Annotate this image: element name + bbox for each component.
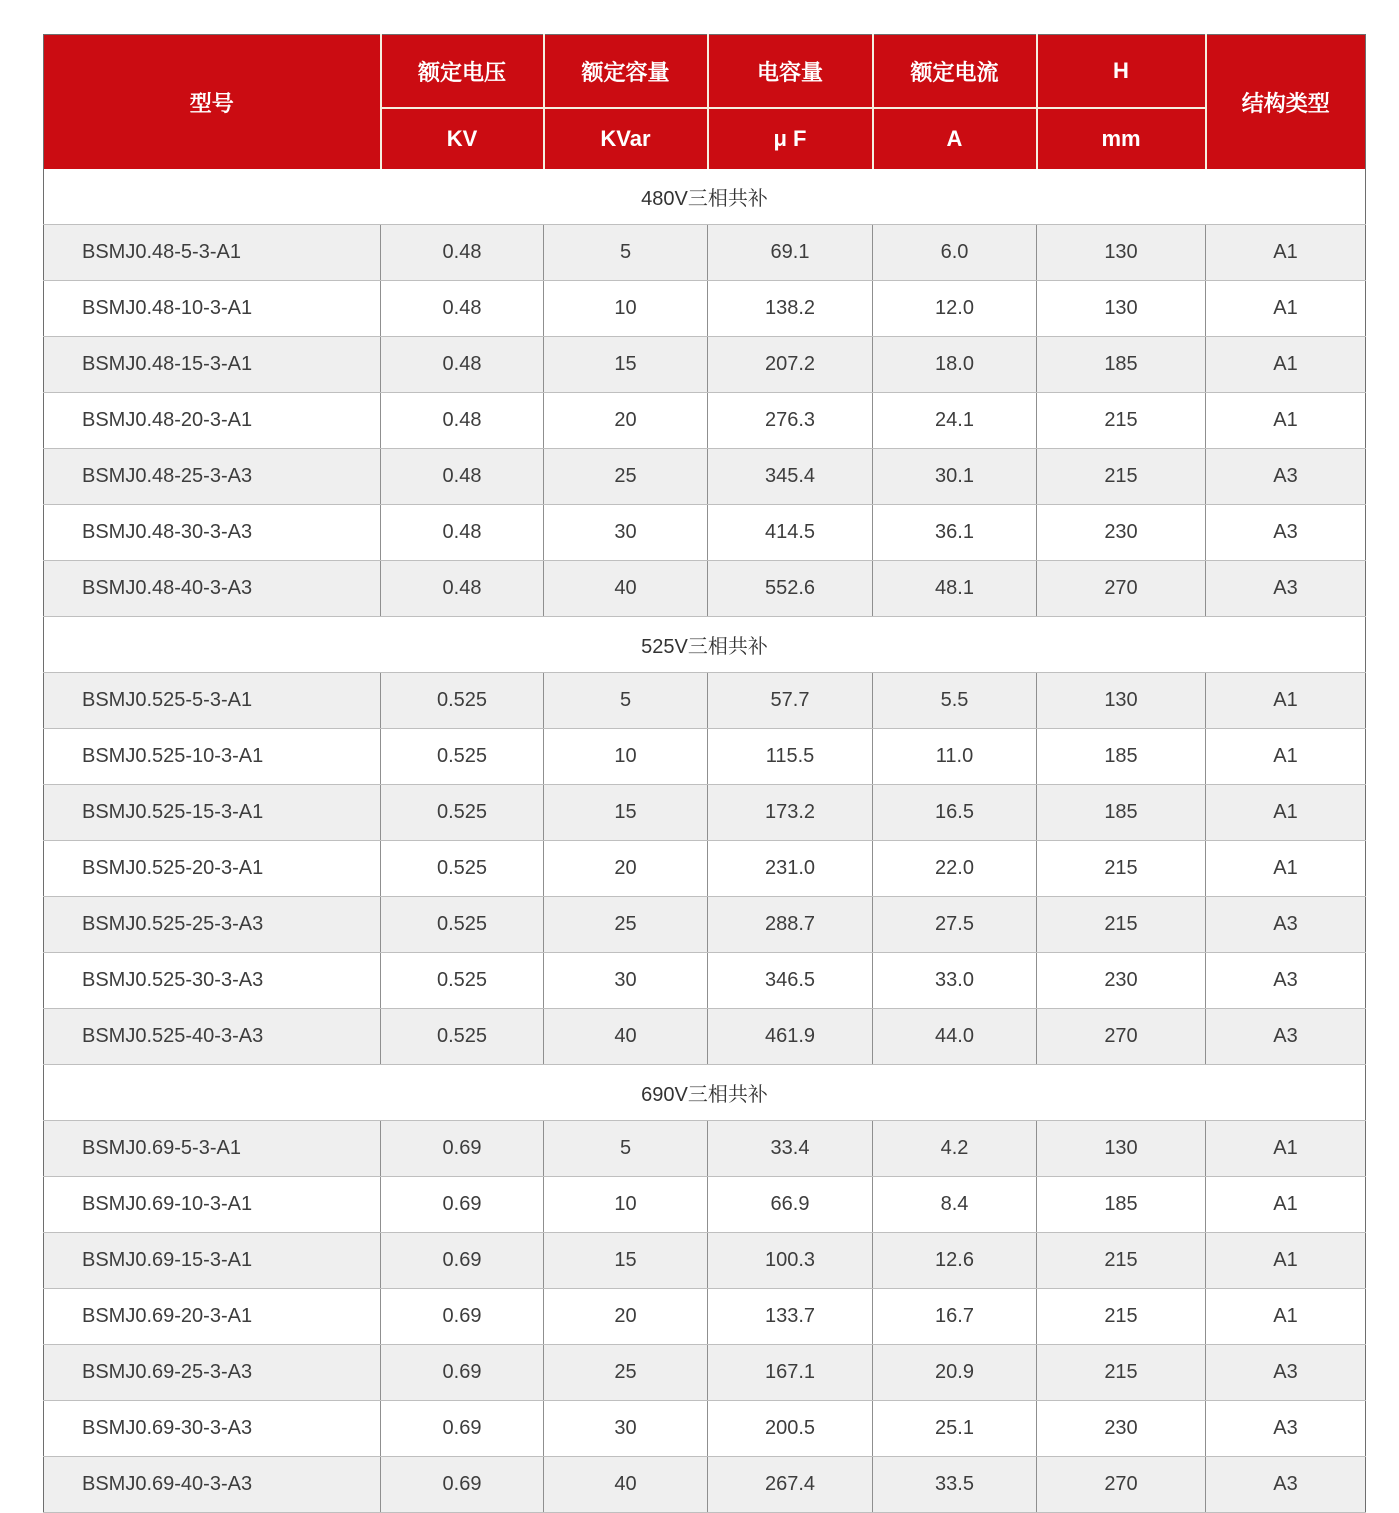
value-cell: 552.6 bbox=[708, 561, 873, 617]
unit-a: A bbox=[873, 108, 1037, 169]
value-cell: A3 bbox=[1206, 1457, 1366, 1513]
value-cell: A3 bbox=[1206, 561, 1366, 617]
section-title: 690V三相共补 bbox=[44, 1065, 1366, 1121]
table-row bbox=[44, 953, 1366, 1009]
header-row-labels bbox=[44, 35, 1366, 109]
value-cell: 0.48 bbox=[381, 561, 544, 617]
value-cell: 138.2 bbox=[708, 281, 873, 337]
value-cell: 40 bbox=[544, 1457, 708, 1513]
model-cell: BSMJ0.525-40-3-A3 bbox=[44, 1009, 381, 1065]
unit-mm: mm bbox=[1037, 108, 1206, 169]
section-header-row bbox=[44, 1065, 1366, 1121]
value-cell: 230 bbox=[1037, 1401, 1206, 1457]
value-cell: 130 bbox=[1037, 673, 1206, 729]
model-cell: BSMJ0.69-30-3-A3 bbox=[44, 1401, 381, 1457]
value-cell: 0.48 bbox=[381, 505, 544, 561]
value-cell: 0.48 bbox=[381, 225, 544, 281]
value-cell: 215 bbox=[1037, 841, 1206, 897]
value-cell: 20.9 bbox=[873, 1345, 1037, 1401]
value-cell: 215 bbox=[1037, 449, 1206, 505]
value-cell: A3 bbox=[1206, 505, 1366, 561]
table-row bbox=[44, 337, 1366, 393]
value-cell: 25.1 bbox=[873, 1401, 1037, 1457]
value-cell: 0.525 bbox=[381, 953, 544, 1009]
value-cell: 276.3 bbox=[708, 393, 873, 449]
table-row bbox=[44, 1121, 1366, 1177]
value-cell: 100.3 bbox=[708, 1233, 873, 1289]
value-cell: 0.48 bbox=[381, 281, 544, 337]
value-cell: 22.0 bbox=[873, 841, 1037, 897]
model-cell: BSMJ0.48-10-3-A1 bbox=[44, 281, 381, 337]
unit-kv: KV bbox=[381, 108, 544, 169]
value-cell: 30 bbox=[544, 953, 708, 1009]
value-cell: 270 bbox=[1037, 1009, 1206, 1065]
value-cell: 10 bbox=[544, 1177, 708, 1233]
value-cell: 231.0 bbox=[708, 841, 873, 897]
value-cell: 0.525 bbox=[381, 1009, 544, 1065]
value-cell: 15 bbox=[544, 785, 708, 841]
table-row bbox=[44, 449, 1366, 505]
value-cell: 270 bbox=[1037, 561, 1206, 617]
value-cell: 44.0 bbox=[873, 1009, 1037, 1065]
value-cell: 0.48 bbox=[381, 337, 544, 393]
value-cell: 16.7 bbox=[873, 1289, 1037, 1345]
col-header-model: 型号 bbox=[44, 35, 381, 170]
table-row bbox=[44, 393, 1366, 449]
value-cell: 27.5 bbox=[873, 897, 1037, 953]
col-header-rated-capacity: 额定容量 bbox=[544, 35, 708, 109]
col-header-rated-current: 额定电流 bbox=[873, 35, 1037, 109]
value-cell: 230 bbox=[1037, 953, 1206, 1009]
model-cell: BSMJ0.525-10-3-A1 bbox=[44, 729, 381, 785]
value-cell: A1 bbox=[1206, 673, 1366, 729]
section-header-row bbox=[44, 169, 1366, 225]
value-cell: 185 bbox=[1037, 1177, 1206, 1233]
value-cell: 207.2 bbox=[708, 337, 873, 393]
table-row bbox=[44, 505, 1366, 561]
value-cell: 8.4 bbox=[873, 1177, 1037, 1233]
model-cell: BSMJ0.525-15-3-A1 bbox=[44, 785, 381, 841]
value-cell: 0.69 bbox=[381, 1233, 544, 1289]
value-cell: 24.1 bbox=[873, 393, 1037, 449]
model-cell: BSMJ0.69-25-3-A3 bbox=[44, 1345, 381, 1401]
table-header bbox=[44, 35, 1366, 170]
value-cell: 414.5 bbox=[708, 505, 873, 561]
value-cell: A3 bbox=[1206, 1009, 1366, 1065]
value-cell: 5 bbox=[544, 1121, 708, 1177]
value-cell: 6.0 bbox=[873, 225, 1037, 281]
value-cell: A1 bbox=[1206, 337, 1366, 393]
model-cell: BSMJ0.69-10-3-A1 bbox=[44, 1177, 381, 1233]
model-cell: BSMJ0.69-40-3-A3 bbox=[44, 1457, 381, 1513]
unit-uf: μ F bbox=[708, 108, 873, 169]
value-cell: 33.0 bbox=[873, 953, 1037, 1009]
value-cell: 167.1 bbox=[708, 1345, 873, 1401]
value-cell: 57.7 bbox=[708, 673, 873, 729]
section-title: 525V三相共补 bbox=[44, 617, 1366, 673]
value-cell: 185 bbox=[1037, 729, 1206, 785]
value-cell: 200.5 bbox=[708, 1401, 873, 1457]
col-header-height: H bbox=[1037, 35, 1206, 109]
value-cell: 30.1 bbox=[873, 449, 1037, 505]
value-cell: 0.525 bbox=[381, 729, 544, 785]
value-cell: 0.525 bbox=[381, 897, 544, 953]
value-cell: 215 bbox=[1037, 1289, 1206, 1345]
value-cell: 16.5 bbox=[873, 785, 1037, 841]
model-cell: BSMJ0.525-30-3-A3 bbox=[44, 953, 381, 1009]
value-cell: 0.525 bbox=[381, 673, 544, 729]
value-cell: 15 bbox=[544, 1233, 708, 1289]
value-cell: 0.48 bbox=[381, 449, 544, 505]
col-header-rated-voltage: 额定电压 bbox=[381, 35, 544, 109]
unit-kvar: KVar bbox=[544, 108, 708, 169]
value-cell: 10 bbox=[544, 729, 708, 785]
value-cell: A1 bbox=[1206, 225, 1366, 281]
model-cell: BSMJ0.525-20-3-A1 bbox=[44, 841, 381, 897]
table-row bbox=[44, 561, 1366, 617]
value-cell: 40 bbox=[544, 561, 708, 617]
value-cell: 215 bbox=[1037, 1345, 1206, 1401]
value-cell: 25 bbox=[544, 897, 708, 953]
table-row bbox=[44, 1009, 1366, 1065]
value-cell: 40 bbox=[544, 1009, 708, 1065]
value-cell: 20 bbox=[544, 841, 708, 897]
value-cell: 25 bbox=[544, 449, 708, 505]
section-header-row bbox=[44, 617, 1366, 673]
value-cell: 346.5 bbox=[708, 953, 873, 1009]
value-cell: 461.9 bbox=[708, 1009, 873, 1065]
value-cell: 173.2 bbox=[708, 785, 873, 841]
table-row bbox=[44, 281, 1366, 337]
model-cell: BSMJ0.48-5-3-A1 bbox=[44, 225, 381, 281]
value-cell: 5 bbox=[544, 225, 708, 281]
value-cell: 215 bbox=[1037, 897, 1206, 953]
value-cell: A1 bbox=[1206, 729, 1366, 785]
value-cell: 185 bbox=[1037, 337, 1206, 393]
value-cell: 215 bbox=[1037, 393, 1206, 449]
value-cell: 230 bbox=[1037, 505, 1206, 561]
value-cell: 33.4 bbox=[708, 1121, 873, 1177]
table-row bbox=[44, 1233, 1366, 1289]
value-cell: 345.4 bbox=[708, 449, 873, 505]
value-cell: 267.4 bbox=[708, 1457, 873, 1513]
value-cell: 270 bbox=[1037, 1457, 1206, 1513]
model-cell: BSMJ0.48-15-3-A1 bbox=[44, 337, 381, 393]
value-cell: A1 bbox=[1206, 1233, 1366, 1289]
value-cell: 36.1 bbox=[873, 505, 1037, 561]
capacitor-spec-table bbox=[43, 34, 1366, 1513]
model-cell: BSMJ0.48-40-3-A3 bbox=[44, 561, 381, 617]
value-cell: 0.69 bbox=[381, 1345, 544, 1401]
value-cell: 115.5 bbox=[708, 729, 873, 785]
value-cell: 20 bbox=[544, 393, 708, 449]
table-row bbox=[44, 785, 1366, 841]
value-cell: 0.69 bbox=[381, 1457, 544, 1513]
value-cell: 133.7 bbox=[708, 1289, 873, 1345]
table-row bbox=[44, 1289, 1366, 1345]
value-cell: 12.6 bbox=[873, 1233, 1037, 1289]
value-cell: 0.525 bbox=[381, 841, 544, 897]
section-title: 480V三相共补 bbox=[44, 169, 1366, 225]
table-row bbox=[44, 729, 1366, 785]
value-cell: 48.1 bbox=[873, 561, 1037, 617]
value-cell: 30 bbox=[544, 1401, 708, 1457]
value-cell: A1 bbox=[1206, 785, 1366, 841]
table-row bbox=[44, 1177, 1366, 1233]
value-cell: A1 bbox=[1206, 393, 1366, 449]
value-cell: 130 bbox=[1037, 1121, 1206, 1177]
model-cell: BSMJ0.69-15-3-A1 bbox=[44, 1233, 381, 1289]
value-cell: 10 bbox=[544, 281, 708, 337]
table-row bbox=[44, 1401, 1366, 1457]
model-cell: BSMJ0.69-20-3-A1 bbox=[44, 1289, 381, 1345]
value-cell: 0.69 bbox=[381, 1289, 544, 1345]
value-cell: A1 bbox=[1206, 841, 1366, 897]
value-cell: A1 bbox=[1206, 1177, 1366, 1233]
value-cell: 0.525 bbox=[381, 785, 544, 841]
model-cell: BSMJ0.48-25-3-A3 bbox=[44, 449, 381, 505]
model-cell: BSMJ0.525-25-3-A3 bbox=[44, 897, 381, 953]
value-cell: 185 bbox=[1037, 785, 1206, 841]
value-cell: 20 bbox=[544, 1289, 708, 1345]
value-cell: A3 bbox=[1206, 1401, 1366, 1457]
table-row bbox=[44, 1345, 1366, 1401]
table-row bbox=[44, 1457, 1366, 1513]
value-cell: 215 bbox=[1037, 1233, 1206, 1289]
table-row bbox=[44, 841, 1366, 897]
value-cell: A1 bbox=[1206, 1289, 1366, 1345]
value-cell: 25 bbox=[544, 1345, 708, 1401]
value-cell: 5 bbox=[544, 673, 708, 729]
value-cell: 33.5 bbox=[873, 1457, 1037, 1513]
value-cell: 12.0 bbox=[873, 281, 1037, 337]
value-cell: A3 bbox=[1206, 1345, 1366, 1401]
value-cell: A3 bbox=[1206, 953, 1366, 1009]
model-cell: BSMJ0.48-20-3-A1 bbox=[44, 393, 381, 449]
value-cell: A1 bbox=[1206, 1121, 1366, 1177]
value-cell: 5.5 bbox=[873, 673, 1037, 729]
col-header-structure-type: 结构类型 bbox=[1206, 35, 1366, 170]
table-body bbox=[44, 169, 1366, 1513]
value-cell: A3 bbox=[1206, 897, 1366, 953]
value-cell: A3 bbox=[1206, 449, 1366, 505]
value-cell: 0.48 bbox=[381, 393, 544, 449]
value-cell: 30 bbox=[544, 505, 708, 561]
value-cell: 0.69 bbox=[381, 1177, 544, 1233]
value-cell: 66.9 bbox=[708, 1177, 873, 1233]
value-cell: 288.7 bbox=[708, 897, 873, 953]
value-cell: 18.0 bbox=[873, 337, 1037, 393]
model-cell: BSMJ0.525-5-3-A1 bbox=[44, 673, 381, 729]
value-cell: 130 bbox=[1037, 225, 1206, 281]
value-cell: 15 bbox=[544, 337, 708, 393]
value-cell: 0.69 bbox=[381, 1401, 544, 1457]
table-row bbox=[44, 897, 1366, 953]
value-cell: A1 bbox=[1206, 281, 1366, 337]
value-cell: 4.2 bbox=[873, 1121, 1037, 1177]
value-cell: 130 bbox=[1037, 281, 1206, 337]
value-cell: 11.0 bbox=[873, 729, 1037, 785]
model-cell: BSMJ0.69-5-3-A1 bbox=[44, 1121, 381, 1177]
table-row bbox=[44, 225, 1366, 281]
table-row bbox=[44, 673, 1366, 729]
value-cell: 0.69 bbox=[381, 1121, 544, 1177]
model-cell: BSMJ0.48-30-3-A3 bbox=[44, 505, 381, 561]
value-cell: 69.1 bbox=[708, 225, 873, 281]
col-header-capacitance: 电容量 bbox=[708, 35, 873, 109]
